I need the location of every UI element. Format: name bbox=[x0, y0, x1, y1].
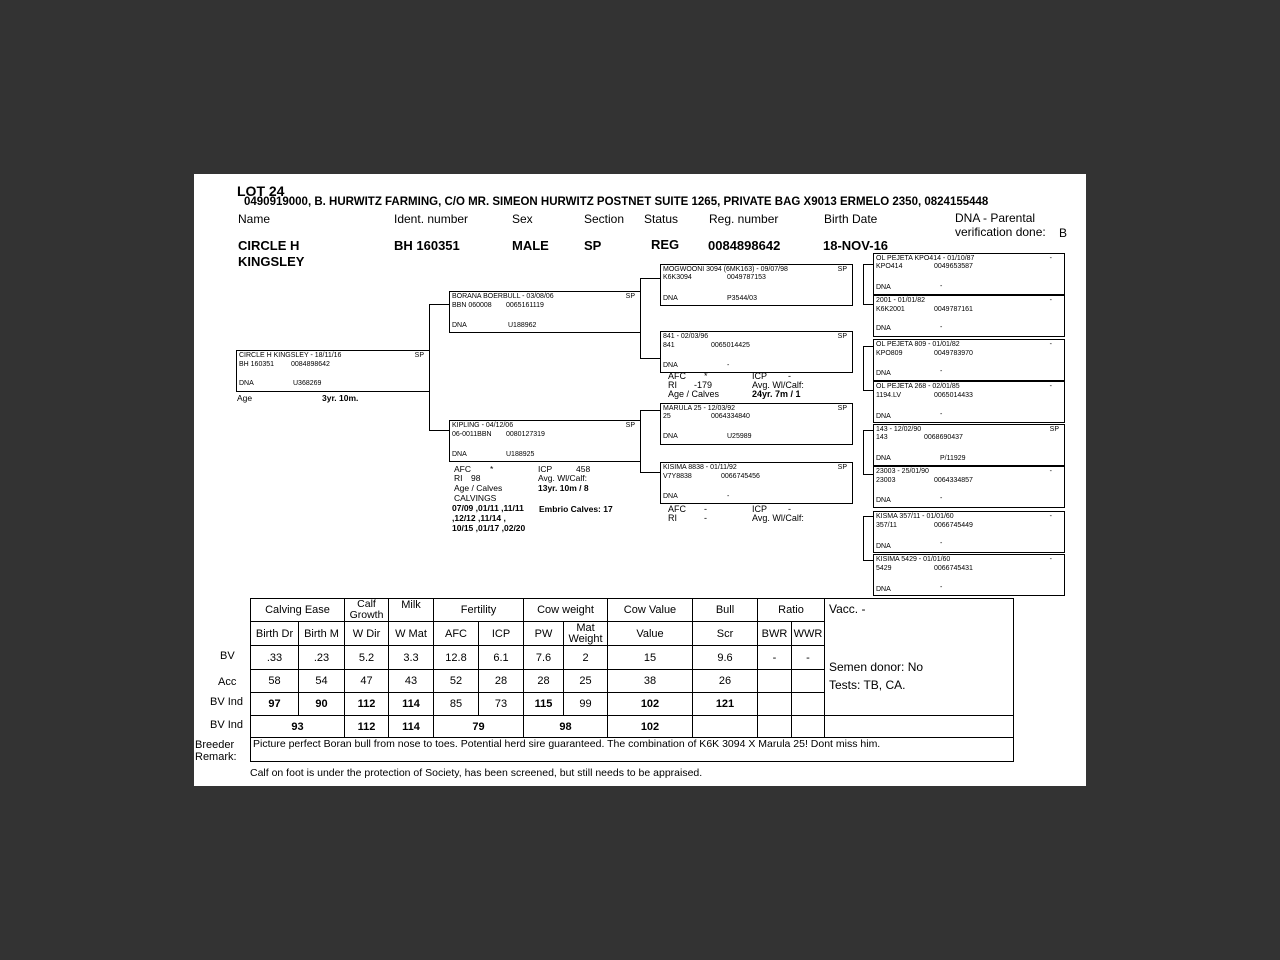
dam-ri: 98 bbox=[471, 473, 481, 483]
ggp5-dna: P/11929 bbox=[940, 455, 966, 462]
ggp2-title: 2001 - 01/01/82 bbox=[876, 297, 926, 304]
acc-w-mat: 43 bbox=[389, 670, 434, 693]
dd-icp: - bbox=[788, 504, 791, 514]
col-wwr: WWR bbox=[792, 622, 825, 646]
col-pw: PW bbox=[524, 622, 564, 646]
dd-afc-label: AFC bbox=[668, 504, 686, 514]
connector-line bbox=[429, 304, 449, 305]
status-value: REG bbox=[651, 237, 680, 252]
ds-reg: 0064334840 bbox=[711, 413, 750, 420]
label-name: Name bbox=[238, 212, 271, 226]
group-calf-label: Calf bbox=[357, 598, 376, 610]
group-milk: Milk bbox=[389, 599, 434, 622]
dam-section: SP bbox=[625, 422, 635, 429]
col-afc: AFC bbox=[434, 622, 479, 646]
ggp3-id: KPO809 bbox=[876, 350, 903, 357]
sire-dna-label: DNA bbox=[452, 322, 467, 329]
ggp6-dna-label: DNA bbox=[876, 497, 891, 504]
pedigree-ggp-box-6 bbox=[873, 466, 1065, 508]
ss-section: SP bbox=[837, 266, 847, 273]
dam-dna: U188925 bbox=[506, 451, 535, 458]
connector-line bbox=[863, 264, 873, 265]
dam-agecalves-label: Age / Calves bbox=[454, 483, 503, 493]
connector-line bbox=[863, 430, 873, 431]
col-bwr: BWR bbox=[758, 622, 792, 646]
ggp1-section: - bbox=[1049, 255, 1052, 262]
ggp2-section: - bbox=[1049, 297, 1052, 304]
sd-afc: * bbox=[704, 371, 708, 381]
ds-section: SP bbox=[837, 405, 847, 412]
pedigree-sire-dam-box bbox=[660, 331, 853, 373]
lot-number: LOT 24 bbox=[237, 183, 285, 199]
animal-name-line1: CIRCLE H bbox=[238, 238, 300, 253]
ggp5-id: 143 bbox=[876, 434, 888, 441]
bv-birth-m: .23 bbox=[299, 646, 345, 670]
sd-ri-label: RI bbox=[668, 380, 677, 390]
col-icp: ICP bbox=[479, 622, 524, 646]
ggp3-dna: - bbox=[940, 368, 943, 375]
row-label-acc: Acc bbox=[218, 676, 237, 688]
dam-dna-label: DNA bbox=[452, 451, 467, 458]
group-ratio: Ratio bbox=[758, 599, 825, 622]
pedigree-dam-box bbox=[449, 420, 641, 462]
ggp5-reg: 0068690437 bbox=[924, 434, 963, 441]
ggp4-dna-label: DNA bbox=[876, 413, 891, 420]
ggp1-title: OL PEJETA KPO414 - 01/10/87 bbox=[876, 255, 975, 262]
ggp4-section: - bbox=[1049, 383, 1052, 390]
dam-embrio: Embrio Calves: 17 bbox=[539, 504, 613, 514]
sd-dna: - bbox=[727, 362, 730, 369]
dna-verification-value: B bbox=[1059, 226, 1068, 240]
group-fertility: Fertility bbox=[434, 599, 524, 622]
ggp5-section: SP bbox=[1049, 426, 1059, 433]
pedigree-ggp-box-5 bbox=[873, 424, 1065, 466]
sd-title: 841 - 02/03/96 bbox=[663, 333, 709, 340]
label-sex: Sex bbox=[512, 212, 533, 226]
group-header-row bbox=[251, 599, 1014, 622]
ind2-bull bbox=[693, 716, 758, 738]
ggp1-id: KPO414 bbox=[876, 263, 903, 270]
ind-w-mat: 114 bbox=[389, 693, 434, 716]
ds-title: MARULA 25 - 12/03/92 bbox=[663, 405, 735, 412]
label-status: Status bbox=[644, 212, 679, 226]
pedigree-sire-sire-box bbox=[660, 264, 853, 306]
group-calving-ease: Calving Ease bbox=[251, 599, 345, 622]
ggp3-reg: 0049783970 bbox=[934, 350, 973, 357]
connector-line bbox=[640, 410, 660, 411]
col-w-dir: W Dir bbox=[345, 622, 389, 646]
dam-calvings-3: 10/15 ,01/17 ,02/20 bbox=[452, 523, 526, 533]
ind-afc: 85 bbox=[434, 693, 479, 716]
connector-line bbox=[863, 560, 873, 561]
group-calf-growth bbox=[345, 599, 389, 622]
animal-box-dna: U368269 bbox=[293, 380, 322, 387]
ind2-bwr bbox=[758, 716, 792, 738]
ind-icp: 73 bbox=[479, 693, 524, 716]
sex-value: MALE bbox=[512, 238, 549, 253]
pedigree-ggp-box-1 bbox=[873, 253, 1065, 295]
group-cow-value: Cow Value bbox=[608, 599, 693, 622]
connector-line bbox=[863, 346, 873, 347]
ggp5-dna-label: DNA bbox=[876, 455, 891, 462]
dam-afc: * bbox=[490, 464, 494, 474]
pedigree-ggp-box-8 bbox=[873, 554, 1065, 596]
ggp8-section: - bbox=[1049, 556, 1052, 563]
ggp6-reg: 0064334857 bbox=[934, 477, 973, 484]
connector-line bbox=[640, 472, 660, 473]
ggp4-reg: 0065014433 bbox=[934, 392, 973, 399]
ind2-w-dir: 112 bbox=[345, 716, 389, 738]
dam-icp: 458 bbox=[576, 464, 591, 474]
ds-dna: U25989 bbox=[727, 433, 752, 440]
bv-value: 15 bbox=[608, 646, 693, 670]
group-cow-weight: Cow weight bbox=[524, 599, 608, 622]
connector-line bbox=[863, 264, 864, 304]
dd-section: SP bbox=[837, 464, 847, 471]
ind2-calving: 93 bbox=[251, 716, 345, 738]
connector-line bbox=[640, 278, 660, 279]
pedigree-dam-sire-box bbox=[660, 403, 853, 445]
ggp4-title: OL PEJETA 268 - 02/01/85 bbox=[876, 383, 960, 390]
sd-section: SP bbox=[837, 333, 847, 340]
col-weight-label: Weight bbox=[568, 632, 603, 645]
dam-afc-label: AFC bbox=[454, 464, 471, 474]
ggp7-id: 357/11 bbox=[876, 522, 897, 529]
animal-name-line2: KINGSLEY bbox=[238, 254, 305, 269]
dam-reg: 0080127319 bbox=[506, 431, 545, 438]
animal-box-id: BH 160351 bbox=[239, 361, 275, 368]
dd-dna: - bbox=[727, 493, 730, 500]
ggp7-section: - bbox=[1049, 513, 1052, 520]
ind-bwr bbox=[758, 693, 792, 716]
dd-title: KISIMA 8838 - 01/11/92 bbox=[663, 464, 737, 471]
dd-ri-label: RI bbox=[668, 513, 677, 523]
breeder-remark: Picture perfect Boran bull from nose to toes. Potential herd sire guaranteed. The combination of K6K 3094 X Marula 25! Dont miss him. bbox=[251, 738, 1014, 762]
sire-reg: 0065161119 bbox=[506, 302, 544, 309]
ss-reg: 0049787153 bbox=[727, 274, 766, 281]
group-bull: Bull bbox=[693, 599, 758, 622]
acc-icp: 28 bbox=[479, 670, 524, 693]
dam-avg-label: Avg. Wl/Calf: bbox=[538, 473, 587, 483]
group-growth-label: Growth bbox=[349, 609, 384, 621]
acc-afc: 52 bbox=[434, 670, 479, 693]
animal-box-section: SP bbox=[414, 352, 424, 359]
label-ident: Ident. number bbox=[394, 212, 469, 226]
acc-birth-dr: 58 bbox=[251, 670, 299, 693]
label-birth: Birth Date bbox=[824, 212, 878, 226]
acc-value: 38 bbox=[608, 670, 693, 693]
sd-afc-label: AFC bbox=[668, 371, 686, 381]
acc-w-dir: 47 bbox=[345, 670, 389, 693]
bv-pw: 7.6 bbox=[524, 646, 564, 670]
bv-mat-weight: 2 bbox=[564, 646, 608, 670]
sd-ri: -179 bbox=[694, 380, 713, 390]
sd-icp: - bbox=[788, 371, 791, 381]
breeding-value-table bbox=[250, 598, 1014, 762]
pedigree-sire-box bbox=[449, 291, 641, 333]
tests-text: Tests: TB, CA. bbox=[829, 678, 906, 692]
animal-box-dna-label: DNA bbox=[239, 380, 254, 387]
ggp7-dna-label: DNA bbox=[876, 543, 891, 550]
ggp2-dna: - bbox=[940, 324, 943, 331]
col-mat-label: Mat bbox=[576, 621, 595, 634]
connector-line bbox=[429, 430, 449, 431]
ind-birth-dr: 97 bbox=[251, 693, 299, 716]
row-label-bvind2: BV Ind bbox=[210, 719, 244, 731]
ind2-cow-weight: 98 bbox=[524, 716, 608, 738]
col-w-mat: W Mat bbox=[389, 622, 434, 646]
dam-calvings-1: 07/09 ,01/11 ,11/11 bbox=[452, 503, 524, 513]
pedigree-ggp-box-2 bbox=[873, 295, 1065, 337]
ggp3-dna-label: DNA bbox=[876, 370, 891, 377]
col-mat-weight bbox=[564, 622, 608, 646]
ggp6-title: 23003 - 25/01/90 bbox=[876, 468, 929, 475]
sd-dna-label: DNA bbox=[663, 362, 678, 369]
ind2-cow-value: 102 bbox=[608, 716, 693, 738]
sire-dna: U188962 bbox=[508, 322, 537, 329]
age-value: 3yr. 10m. bbox=[322, 393, 359, 403]
bv-w-dir: 5.2 bbox=[345, 646, 389, 670]
ind-wwr bbox=[792, 693, 825, 716]
dd-ri: - bbox=[704, 513, 707, 523]
acc-scr: 26 bbox=[693, 670, 758, 693]
bv-icp: 6.1 bbox=[479, 646, 524, 670]
ggp8-id: 5429 bbox=[876, 565, 892, 572]
bv-afc: 12.8 bbox=[434, 646, 479, 670]
ggp2-dna-label: DNA bbox=[876, 325, 891, 332]
dd-dna-label: DNA bbox=[663, 493, 678, 500]
ggp1-dna-label: DNA bbox=[876, 284, 891, 291]
ind2-notes bbox=[825, 716, 1014, 738]
vacc-text: Vacc. - bbox=[829, 602, 866, 616]
ggp3-title: OL PEJETA 809 - 01/01/82 bbox=[876, 341, 960, 348]
row-label-bv: BV bbox=[220, 650, 235, 662]
label-dna-verification: verification done: bbox=[955, 225, 1046, 239]
animal-box-reg: 0084898642 bbox=[291, 361, 330, 368]
remark-label-1: Breeder bbox=[195, 739, 235, 751]
dd-afc: - bbox=[704, 504, 707, 514]
ggp6-id: 23003 bbox=[876, 477, 896, 484]
dd-icp-label: ICP bbox=[752, 504, 768, 514]
col-scr: Scr bbox=[693, 622, 758, 646]
notes-cell bbox=[825, 599, 1014, 716]
acc-mat-weight: 25 bbox=[564, 670, 608, 693]
col-birth-dr: Birth Dr bbox=[251, 622, 299, 646]
ind-mat-weight: 99 bbox=[564, 693, 608, 716]
ind-scr: 121 bbox=[693, 693, 758, 716]
ind-value: 102 bbox=[608, 693, 693, 716]
ds-id: 25 bbox=[663, 413, 671, 420]
ind2-wwr bbox=[792, 716, 825, 738]
ggp4-dna: - bbox=[940, 411, 943, 418]
section-value: SP bbox=[584, 238, 602, 253]
connector-line bbox=[863, 516, 864, 560]
connector-line bbox=[863, 346, 864, 390]
acc-birth-m: 54 bbox=[299, 670, 345, 693]
ggp5-title: 143 - 12/02/90 bbox=[876, 426, 922, 433]
dam-title: KIPLING - 04/12/06 bbox=[452, 422, 514, 429]
ggp1-reg: 0049653587 bbox=[934, 263, 973, 270]
dam-icp-label: ICP bbox=[538, 464, 553, 474]
label-reg: Reg. number bbox=[709, 212, 779, 226]
sd-reg: 0065014425 bbox=[711, 342, 750, 349]
sd-icp-label: ICP bbox=[752, 371, 768, 381]
sd-agecalves-label: Age / Calves bbox=[668, 389, 720, 399]
sd-avg-label: Avg. Wl/Calf: bbox=[752, 380, 804, 390]
ss-id: K6K3094 bbox=[663, 274, 692, 281]
ggp6-dna: - bbox=[940, 495, 943, 502]
sire-title: BORANA BOERBULL - 03/08/06 bbox=[452, 293, 554, 300]
connector-line bbox=[863, 474, 873, 475]
catalogue-sheet bbox=[194, 174, 1086, 786]
ggp6-section: - bbox=[1049, 468, 1052, 475]
ind2-fertility: 79 bbox=[434, 716, 524, 738]
connector-line bbox=[640, 358, 660, 359]
bv-scr: 9.6 bbox=[693, 646, 758, 670]
dam-calvings-2: ,12/12 ,11/14 , bbox=[452, 513, 506, 523]
ggp8-reg: 0066745431 bbox=[934, 565, 973, 572]
connector-line bbox=[863, 430, 864, 474]
footer-note: Calf on foot is under the protection of Society, has been screened, but still needs to be appraised. bbox=[250, 767, 703, 779]
label-dna-parental: DNA - Parental bbox=[955, 211, 1036, 225]
acc-bwr bbox=[758, 670, 792, 693]
sd-id: 841 bbox=[663, 342, 675, 349]
animal-box-title: CIRCLE H KINGSLEY - 18/11/16 bbox=[239, 352, 342, 359]
dam-agecalves: 13yr. 10m / 8 bbox=[538, 483, 589, 493]
ggp8-title: KISIMA 5429 - 01/01/60 bbox=[876, 556, 951, 563]
connector-line bbox=[863, 516, 873, 517]
label-section: Section bbox=[584, 212, 625, 226]
pedigree-ggp-box-4 bbox=[873, 381, 1065, 423]
pedigree-dam-dam-box bbox=[660, 462, 853, 504]
dam-id: 06-0011BBN bbox=[452, 431, 492, 438]
dd-reg: 0066745456 bbox=[721, 473, 760, 480]
ind2-w-mat: 114 bbox=[389, 716, 434, 738]
sire-id: BBN 060008 bbox=[452, 302, 492, 309]
acc-wwr bbox=[792, 670, 825, 693]
sd-agecalves: 24yr. 7m / 1 bbox=[752, 389, 801, 399]
pedigree-animal-box bbox=[236, 350, 430, 392]
row-label-bvind: BV Ind bbox=[210, 696, 244, 708]
ggp7-dna: - bbox=[940, 540, 943, 547]
ss-dna-label: DNA bbox=[663, 295, 678, 302]
connector-line bbox=[863, 304, 873, 305]
ggp3-section: - bbox=[1049, 341, 1052, 348]
age-label: Age bbox=[237, 393, 253, 403]
bv-w-mat: 3.3 bbox=[389, 646, 434, 670]
birth-date: 18-NOV-16 bbox=[823, 238, 889, 253]
acc-pw: 28 bbox=[524, 670, 564, 693]
ind-w-dir: 112 bbox=[345, 693, 389, 716]
ggp7-reg: 0066745449 bbox=[934, 522, 973, 529]
ident-number: BH 160351 bbox=[394, 238, 460, 253]
ggp8-dna-label: DNA bbox=[876, 586, 891, 593]
bv-ind-summary-row bbox=[251, 716, 1014, 738]
ggp7-title: KISMA 357/11 - 01/01/60 bbox=[876, 513, 954, 520]
ind-pw: 115 bbox=[524, 693, 564, 716]
dd-id: V7Y8838 bbox=[663, 473, 692, 480]
remark-row bbox=[251, 738, 1014, 762]
ind-birth-m: 90 bbox=[299, 693, 345, 716]
bv-bwr: - bbox=[758, 646, 792, 670]
bv-wwr: - bbox=[792, 646, 825, 670]
col-value: Value bbox=[608, 622, 693, 646]
pedigree-ggp-box-7 bbox=[873, 511, 1065, 553]
ggp8-dna: - bbox=[940, 584, 943, 591]
dam-ri-label: RI bbox=[454, 473, 463, 483]
reg-number: 0084898642 bbox=[708, 238, 781, 253]
ggp4-id: 1194.LV bbox=[876, 392, 902, 399]
ggp2-reg: 0049787161 bbox=[934, 306, 973, 313]
bv-birth-dr: .33 bbox=[251, 646, 299, 670]
ds-dna-label: DNA bbox=[663, 433, 678, 440]
connector-line bbox=[863, 390, 873, 391]
ss-title: MOGWOONI 3094 (6MK163) - 09/07/98 bbox=[663, 266, 788, 273]
remark-label-2: Remark: bbox=[195, 751, 237, 763]
semen-donor-text: Semen donor: No bbox=[829, 660, 924, 674]
ggp2-id: K6K2001 bbox=[876, 306, 905, 313]
breeder-address: 0490919000, B. HURWITZ FARMING, C/O MR. SIMEON HURWITZ POSTNET SUITE 1265, PRIVATE BAG X9013 ERMELO 2350, 0824155448 bbox=[244, 196, 989, 208]
ss-dna: P3544/03 bbox=[727, 295, 757, 302]
pedigree-ggp-box-3 bbox=[873, 339, 1065, 381]
sire-section: SP bbox=[625, 293, 635, 300]
col-birth-m: Birth M bbox=[299, 622, 345, 646]
ggp1-dna: - bbox=[940, 283, 943, 290]
dd-avg-label: Avg. Wl/Calf: bbox=[752, 513, 804, 523]
dam-calvings-label: CALVINGS bbox=[454, 493, 497, 503]
